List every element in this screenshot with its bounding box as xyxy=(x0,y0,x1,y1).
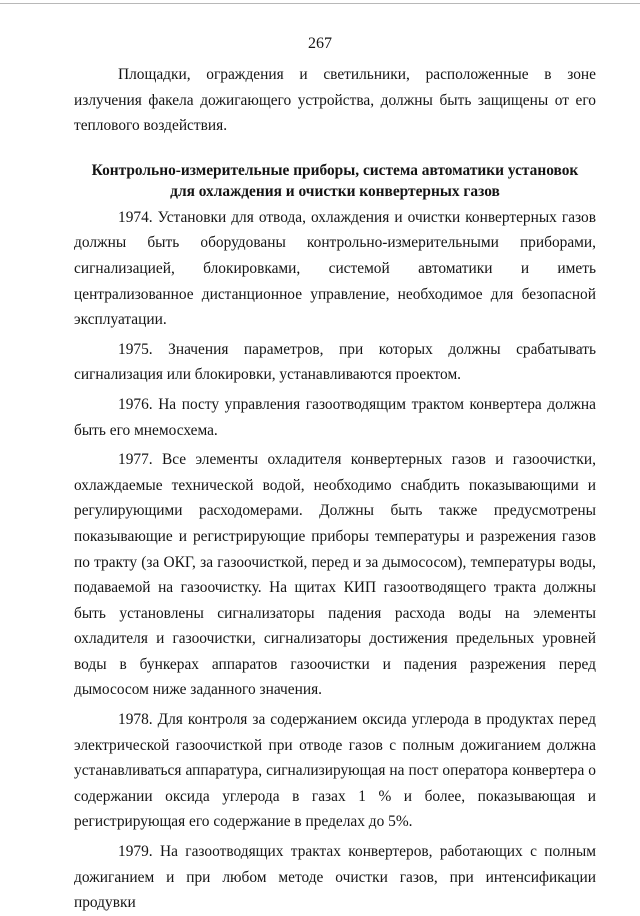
document-body xyxy=(74,62,596,916)
intro-paragraph: Площадки, ограждения и светильники, расположенные в зоне излучения факела дожигающего устройства, должны быть защищены от его теплового воздействия. xyxy=(74,66,596,135)
section-heading xyxy=(74,160,596,202)
paragraph-1978: 1978. Для контроля за содержанием оксида углерода в продуктах перед электрической газоочисткой при отводе газов с полным дожиганием должна устанавливаться аппаратура, сигнализирующая на пост оператора конвертера о содержании оксида углерода в газах 1 % и более, показывающая и регистрирующая его содержание в пределах до 5%. xyxy=(74,711,596,831)
paragraph-1975: 1975. Значения параметров, при которых должны срабатывать сигнализация или блокировки, устанавливаются проектом. xyxy=(74,340,596,384)
section-heading-line: для охлаждения и очистки конвертерных газов xyxy=(170,182,500,200)
paragraph-1979: 1979. На газоотводящих трактах конвертеров, работающих с полным дожиганием и при любом методе очистки газов, при интенсификации продувки xyxy=(74,843,596,912)
page-number: 267 xyxy=(308,35,332,52)
page-top-edge xyxy=(0,3,640,4)
paragraph-1974: 1974. Установки для отвода, охлаждения и очистки конвертерных газов должны быть оборудованы контрольно-измерительными приборами, сигнализацией, блокировками, системой автоматики и иметь централизованное дистанционное управление, необходимое для безопасной эксплуатации. xyxy=(74,208,596,329)
paragraph-1976: 1976. На посту управления газоотводящим трактом конвертера должна быть его мнемосхема. xyxy=(74,395,596,439)
paragraph-1977: 1977. Все элементы охладителя конвертерных газов и газоочистки, охлаждаемые технической водой, необходимо снабдить показывающими и регулирующими расходомерами. Должны быть также предусмотрены показывающие и регистрирующие приборы температуры и разрежения газов по тракту (за ОКГ, за газоочисткой, перед и за дымососом), температуры воды, подаваемой на газоочистку. На щитах КИП газоотводящего тракта должны быть установлены сигнализаторы падения расхода воды на элементы охладителя и газоочистки, сигнализаторы достижения предельных уровней воды в бункерах аппаратов газоочистки и падения разрежения перед дымососом ниже заданного значения. xyxy=(74,451,596,699)
section-heading-line: Контрольно-измерительные приборы, система автоматики установок xyxy=(91,161,579,179)
